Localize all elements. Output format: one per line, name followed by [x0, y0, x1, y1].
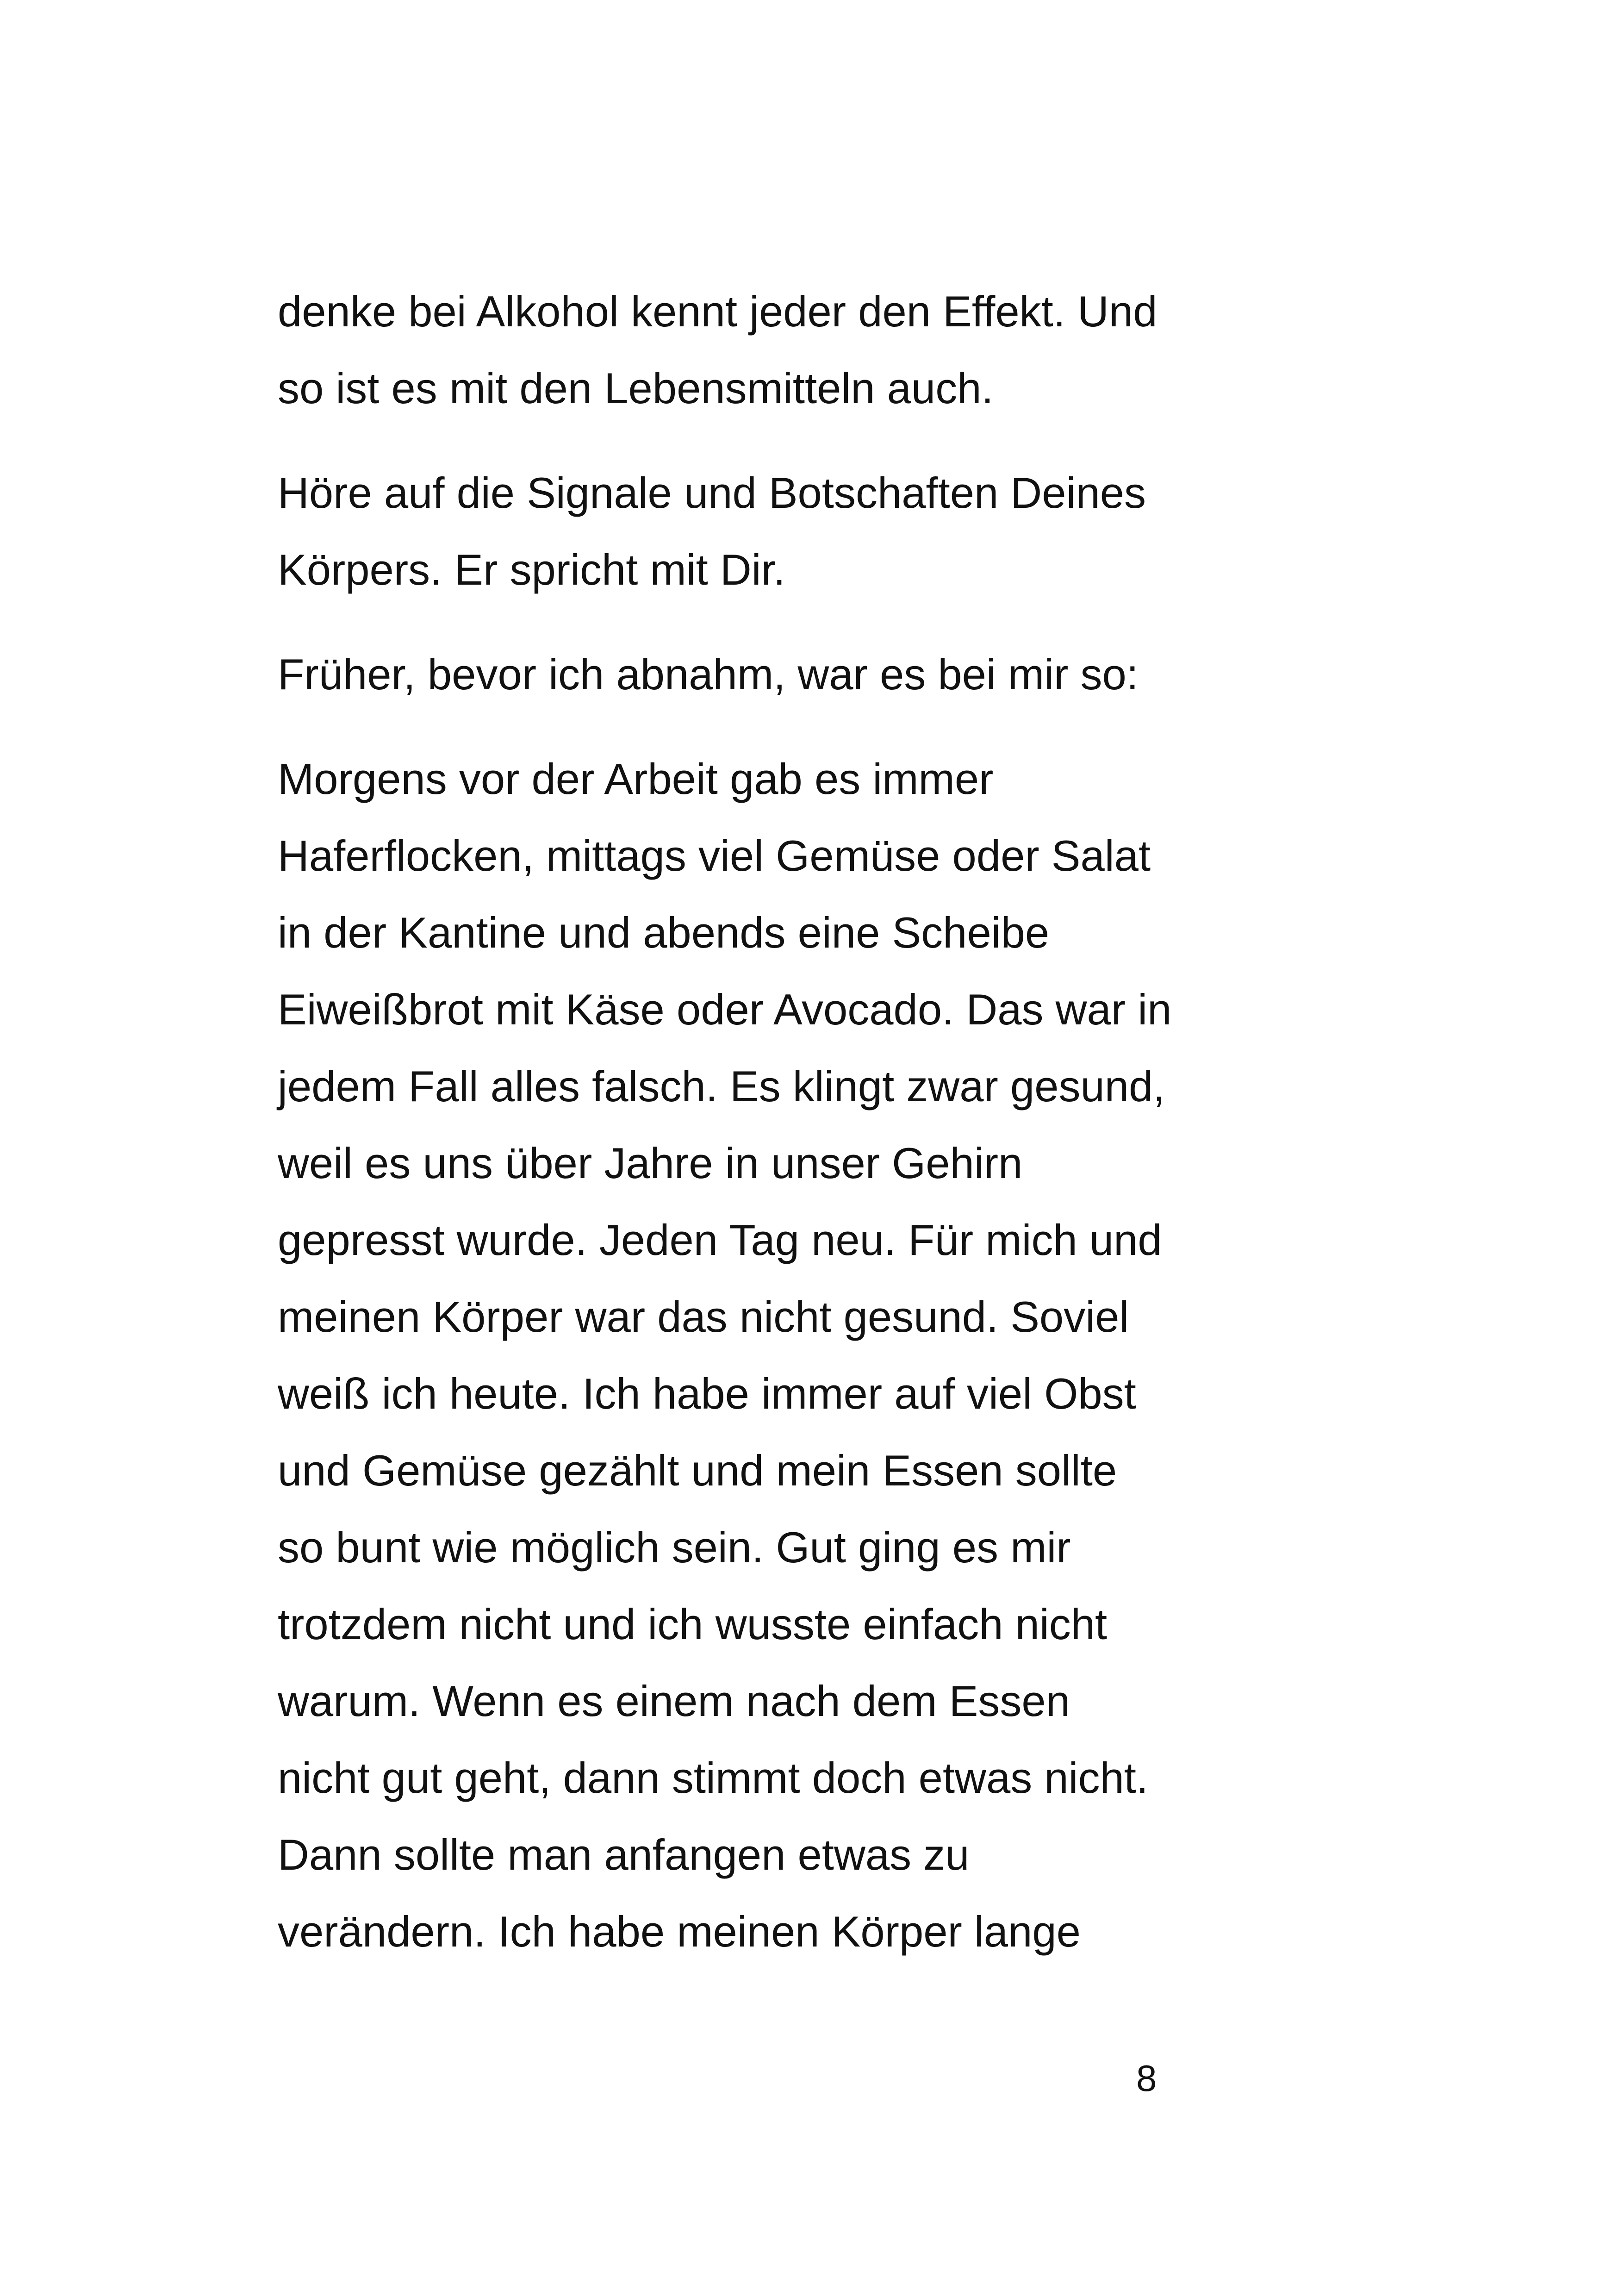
paragraph-1: [278, 273, 1388, 427]
paragraph-2: [278, 455, 1388, 608]
text-line: in der Kantine und abends eine Scheibe: [278, 908, 1050, 957]
text-line: gepresst wurde. Jeden Tag neu. Für mich und: [278, 1216, 1162, 1264]
text-line: trotzdem nicht und ich wusste einfach nicht: [278, 1600, 1108, 1648]
text-line: Körpers. Er spricht mit Dir.: [278, 545, 785, 594]
text-line: Eiweißbrot mit Käse oder Avocado. Das war in: [278, 985, 1172, 1034]
text-line: Haferflocken, mittags viel Gemüse oder Salat: [278, 831, 1151, 880]
text-line: warum. Wenn es einem nach dem Essen: [278, 1677, 1070, 1725]
text-line: und Gemüse gezählt und mein Essen sollte: [278, 1446, 1117, 1495]
text-line: Früher, bevor ich abnahm, war es bei mir so:: [278, 650, 1139, 699]
body-text: [278, 273, 1388, 1970]
text-line: so ist es mit den Lebensmitteln auch.: [278, 364, 994, 412]
text-line: denke bei Alkohol kennt jeder den Effekt. Und: [278, 287, 1157, 336]
text-line: weiß ich heute. Ich habe immer auf viel Obst: [278, 1369, 1136, 1418]
text-line: so bunt wie möglich sein. Gut ging es mir: [278, 1523, 1071, 1572]
text-line: verändern. Ich habe meinen Körper lange: [278, 1907, 1081, 1956]
text-line: jedem Fall alles falsch. Es klingt zwar gesund,: [278, 1062, 1165, 1111]
text-line: Dann sollte man anfangen etwas zu: [278, 1830, 970, 1879]
page-number: 8: [1136, 2058, 1157, 2099]
paragraph-4: [278, 741, 1388, 1970]
text-line: nicht gut geht, dann stimmt doch etwas nicht.: [278, 1753, 1149, 1802]
text-line: Morgens vor der Arbeit gab es immer: [278, 755, 994, 803]
paragraph-3: [278, 636, 1388, 713]
text-line: meinen Körper war das nicht gesund. Soviel: [278, 1292, 1129, 1341]
text-line: weil es uns über Jahre in unser Gehirn: [278, 1139, 1023, 1187]
text-line: Höre auf die Signale und Botschaften Deines: [278, 468, 1146, 517]
